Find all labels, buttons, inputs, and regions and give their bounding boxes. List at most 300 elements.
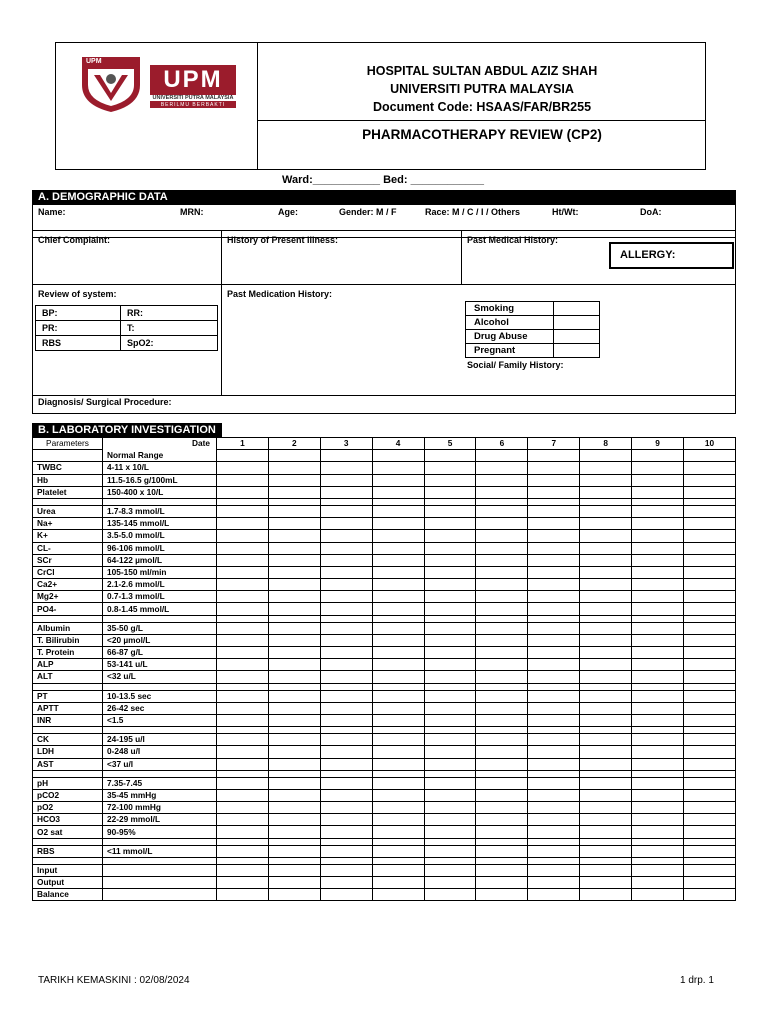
lab-value-cell[interactable]: [528, 889, 580, 901]
lab-value-cell[interactable]: [580, 603, 632, 615]
lab-value-cell[interactable]: [320, 826, 372, 838]
lab-value-cell[interactable]: [580, 566, 632, 578]
lab-value-cell[interactable]: [528, 591, 580, 603]
lab-value-cell[interactable]: [320, 789, 372, 801]
lab-value-cell[interactable]: [424, 889, 476, 901]
lab-value-cell[interactable]: [372, 566, 424, 578]
lab-value-cell[interactable]: [217, 802, 269, 814]
lab-value-cell[interactable]: [217, 789, 269, 801]
lab-value-cell[interactable]: [476, 702, 528, 714]
lab-value-cell[interactable]: [476, 591, 528, 603]
lab-value-cell[interactable]: [580, 518, 632, 530]
lab-value-cell[interactable]: [528, 734, 580, 746]
lab-value-cell[interactable]: [580, 622, 632, 634]
lab-value-cell[interactable]: [580, 845, 632, 857]
lab-value-cell[interactable]: [217, 486, 269, 498]
lab-value-cell[interactable]: [632, 647, 684, 659]
lab-value-cell[interactable]: [268, 734, 320, 746]
lab-value-cell[interactable]: [217, 634, 269, 646]
lab-value-cell[interactable]: [372, 671, 424, 683]
lab-value-cell[interactable]: [580, 702, 632, 714]
lab-value-cell[interactable]: [424, 486, 476, 498]
lab-value-cell[interactable]: [580, 474, 632, 486]
lab-value-cell[interactable]: [372, 486, 424, 498]
lab-value-cell[interactable]: [476, 690, 528, 702]
lab-value-cell[interactable]: [684, 603, 736, 615]
lab-value-cell[interactable]: [580, 889, 632, 901]
lab-value-cell[interactable]: [320, 505, 372, 517]
lab-value-cell[interactable]: [580, 864, 632, 876]
lab-value-cell[interactable]: [580, 591, 632, 603]
lab-value-cell[interactable]: [528, 702, 580, 714]
lab-value-cell[interactable]: [320, 579, 372, 591]
lab-value-cell[interactable]: [632, 530, 684, 542]
lab-value-cell[interactable]: [320, 889, 372, 901]
lab-value-cell[interactable]: [268, 702, 320, 714]
lab-value-cell[interactable]: [424, 789, 476, 801]
lab-value-cell[interactable]: [632, 671, 684, 683]
lab-value-cell[interactable]: [217, 591, 269, 603]
lab-value-cell[interactable]: [580, 877, 632, 889]
lab-value-cell[interactable]: [684, 864, 736, 876]
lab-value-cell[interactable]: [580, 734, 632, 746]
lab-value-cell[interactable]: [580, 505, 632, 517]
lab-value-cell[interactable]: [217, 622, 269, 634]
lab-value-cell[interactable]: [580, 789, 632, 801]
lab-value-cell[interactable]: [424, 518, 476, 530]
vital-rbs[interactable]: RBS: [36, 336, 121, 351]
lab-value-cell[interactable]: [372, 746, 424, 758]
lab-value-cell[interactable]: [217, 579, 269, 591]
lab-value-cell[interactable]: [684, 802, 736, 814]
lab-value-cell[interactable]: [580, 486, 632, 498]
social-value[interactable]: [554, 316, 600, 330]
lab-value-cell[interactable]: [632, 814, 684, 826]
lab-value-cell[interactable]: [372, 714, 424, 726]
lab-value-cell[interactable]: [632, 622, 684, 634]
lab-value-cell[interactable]: [476, 505, 528, 517]
lab-value-cell[interactable]: [632, 789, 684, 801]
lab-value-cell[interactable]: [268, 845, 320, 857]
lab-value-cell[interactable]: [476, 622, 528, 634]
lab-value-cell[interactable]: [424, 622, 476, 634]
lab-value-cell[interactable]: [217, 826, 269, 838]
lab-value-cell[interactable]: [372, 702, 424, 714]
lab-value-cell[interactable]: [528, 777, 580, 789]
lab-value-cell[interactable]: [528, 758, 580, 770]
lab-value-cell[interactable]: [268, 450, 320, 462]
lab-value-cell[interactable]: [217, 758, 269, 770]
lab-value-cell[interactable]: [580, 634, 632, 646]
lab-value-cell[interactable]: [528, 530, 580, 542]
lab-value-cell[interactable]: [580, 530, 632, 542]
age-field[interactable]: Age:: [278, 207, 298, 217]
lab-value-cell[interactable]: [217, 845, 269, 857]
lab-value-cell[interactable]: [632, 734, 684, 746]
mrn-field[interactable]: MRN:: [180, 207, 204, 217]
lab-value-cell[interactable]: [372, 554, 424, 566]
lab-value-cell[interactable]: [268, 877, 320, 889]
lab-value-cell[interactable]: [528, 659, 580, 671]
lab-value-cell[interactable]: [528, 486, 580, 498]
lab-value-cell[interactable]: [217, 542, 269, 554]
lab-value-cell[interactable]: [424, 746, 476, 758]
gender-field[interactable]: Gender: M / F: [339, 207, 397, 217]
lab-value-cell[interactable]: [372, 845, 424, 857]
lab-value-cell[interactable]: [684, 505, 736, 517]
diagnosis-field[interactable]: Diagnosis/ Surgical Procedure:: [38, 397, 172, 407]
lab-value-cell[interactable]: [684, 889, 736, 901]
lab-value-cell[interactable]: [268, 591, 320, 603]
lab-value-cell[interactable]: [268, 462, 320, 474]
lab-value-cell[interactable]: [476, 450, 528, 462]
chief-complaint-field[interactable]: Chief Complaint:: [38, 235, 110, 245]
past-medication-history-field[interactable]: Past Medication History:: [227, 289, 333, 299]
lab-value-cell[interactable]: [268, 889, 320, 901]
lab-value-cell[interactable]: [372, 802, 424, 814]
lab-value-cell[interactable]: [476, 542, 528, 554]
lab-value-cell[interactable]: [684, 826, 736, 838]
vital-bp[interactable]: BP:: [36, 306, 121, 321]
lab-value-cell[interactable]: [268, 758, 320, 770]
lab-value-cell[interactable]: [528, 579, 580, 591]
lab-value-cell[interactable]: [476, 746, 528, 758]
name-field[interactable]: Name:: [38, 207, 66, 217]
lab-value-cell[interactable]: [684, 758, 736, 770]
lab-value-cell[interactable]: [580, 659, 632, 671]
lab-value-cell[interactable]: [320, 802, 372, 814]
lab-value-cell[interactable]: [217, 671, 269, 683]
lab-value-cell[interactable]: [320, 542, 372, 554]
lab-value-cell[interactable]: [268, 579, 320, 591]
lab-value-cell[interactable]: [476, 826, 528, 838]
lab-value-cell[interactable]: [632, 566, 684, 578]
lab-value-cell[interactable]: [632, 542, 684, 554]
lab-value-cell[interactable]: [217, 714, 269, 726]
lab-value-cell[interactable]: [580, 450, 632, 462]
lab-value-cell[interactable]: [268, 659, 320, 671]
lab-value-cell[interactable]: [632, 802, 684, 814]
lab-value-cell[interactable]: [632, 845, 684, 857]
lab-value-cell[interactable]: [580, 671, 632, 683]
lab-value-cell[interactable]: [684, 530, 736, 542]
lab-value-cell[interactable]: [268, 802, 320, 814]
lab-value-cell[interactable]: [580, 579, 632, 591]
lab-value-cell[interactable]: [372, 789, 424, 801]
lab-value-cell[interactable]: [424, 603, 476, 615]
lab-value-cell[interactable]: [632, 690, 684, 702]
lab-value-cell[interactable]: [684, 554, 736, 566]
lab-value-cell[interactable]: [217, 518, 269, 530]
lab-value-cell[interactable]: [424, 634, 476, 646]
lab-value-cell[interactable]: [268, 746, 320, 758]
social-value[interactable]: [554, 330, 600, 344]
lab-value-cell[interactable]: [684, 789, 736, 801]
ward-bed-field[interactable]: Ward:___________ Bed: ____________: [282, 174, 485, 186]
lab-value-cell[interactable]: [632, 864, 684, 876]
lab-value-cell[interactable]: [580, 746, 632, 758]
lab-value-cell[interactable]: [528, 647, 580, 659]
lab-value-cell[interactable]: [372, 647, 424, 659]
lab-value-cell[interactable]: [580, 802, 632, 814]
lab-value-cell[interactable]: [320, 734, 372, 746]
lab-value-cell[interactable]: [684, 877, 736, 889]
lab-value-cell[interactable]: [424, 474, 476, 486]
lab-value-cell[interactable]: [217, 474, 269, 486]
lab-value-cell[interactable]: [476, 714, 528, 726]
lab-value-cell[interactable]: [684, 734, 736, 746]
lab-value-cell[interactable]: [528, 566, 580, 578]
lab-value-cell[interactable]: [320, 746, 372, 758]
lab-value-cell[interactable]: [320, 554, 372, 566]
lab-value-cell[interactable]: [424, 734, 476, 746]
lab-value-cell[interactable]: [476, 530, 528, 542]
lab-value-cell[interactable]: [528, 542, 580, 554]
lab-value-cell[interactable]: [632, 889, 684, 901]
lab-value-cell[interactable]: [320, 634, 372, 646]
lab-value-cell[interactable]: [632, 591, 684, 603]
lab-value-cell[interactable]: [580, 554, 632, 566]
lab-value-cell[interactable]: [268, 789, 320, 801]
lab-value-cell[interactable]: [372, 659, 424, 671]
lab-value-cell[interactable]: [528, 814, 580, 826]
lab-value-cell[interactable]: [632, 554, 684, 566]
lab-value-cell[interactable]: [320, 566, 372, 578]
lab-value-cell[interactable]: [372, 474, 424, 486]
lab-value-cell[interactable]: [476, 603, 528, 615]
lab-value-cell[interactable]: [476, 802, 528, 814]
lab-value-cell[interactable]: [684, 591, 736, 603]
lab-value-cell[interactable]: [372, 734, 424, 746]
lab-value-cell[interactable]: [424, 554, 476, 566]
lab-value-cell[interactable]: [476, 734, 528, 746]
lab-value-cell[interactable]: [372, 622, 424, 634]
lab-value-cell[interactable]: [424, 714, 476, 726]
lab-value-cell[interactable]: [684, 579, 736, 591]
lab-value-cell[interactable]: [632, 746, 684, 758]
lab-value-cell[interactable]: [320, 690, 372, 702]
lab-value-cell[interactable]: [217, 777, 269, 789]
doa-field[interactable]: DoA:: [640, 207, 662, 217]
race-field[interactable]: Race: M / C / I / Others: [425, 207, 521, 217]
lab-value-cell[interactable]: [268, 671, 320, 683]
lab-value-cell[interactable]: [528, 864, 580, 876]
lab-value-cell[interactable]: [217, 889, 269, 901]
lab-value-cell[interactable]: [580, 542, 632, 554]
lab-value-cell[interactable]: [320, 714, 372, 726]
lab-value-cell[interactable]: [424, 826, 476, 838]
lab-value-cell[interactable]: [684, 690, 736, 702]
social-value[interactable]: [554, 302, 600, 316]
lab-value-cell[interactable]: [684, 777, 736, 789]
lab-value-cell[interactable]: [424, 542, 476, 554]
lab-value-cell[interactable]: [528, 634, 580, 646]
lab-value-cell[interactable]: [320, 530, 372, 542]
lab-value-cell[interactable]: [320, 702, 372, 714]
lab-value-cell[interactable]: [528, 462, 580, 474]
lab-value-cell[interactable]: [632, 659, 684, 671]
lab-value-cell[interactable]: [268, 566, 320, 578]
lab-value-cell[interactable]: [684, 702, 736, 714]
lab-value-cell[interactable]: [217, 702, 269, 714]
lab-value-cell[interactable]: [476, 845, 528, 857]
lab-value-cell[interactable]: [632, 634, 684, 646]
lab-value-cell[interactable]: [268, 474, 320, 486]
lab-value-cell[interactable]: [528, 671, 580, 683]
lab-value-cell[interactable]: [476, 814, 528, 826]
lab-value-cell[interactable]: [372, 758, 424, 770]
lab-value-cell[interactable]: [320, 758, 372, 770]
lab-value-cell[interactable]: [684, 714, 736, 726]
lab-value-cell[interactable]: [217, 566, 269, 578]
lab-value-cell[interactable]: [528, 474, 580, 486]
lab-value-cell[interactable]: [372, 462, 424, 474]
lab-value-cell[interactable]: [528, 518, 580, 530]
lab-value-cell[interactable]: [372, 530, 424, 542]
lab-value-cell[interactable]: [268, 826, 320, 838]
lab-value-cell[interactable]: [372, 603, 424, 615]
lab-value-cell[interactable]: [320, 591, 372, 603]
lab-value-cell[interactable]: [424, 462, 476, 474]
lab-value-cell[interactable]: [268, 554, 320, 566]
lab-value-cell[interactable]: [217, 814, 269, 826]
lab-value-cell[interactable]: [424, 864, 476, 876]
lab-value-cell[interactable]: [320, 486, 372, 498]
lab-value-cell[interactable]: [372, 814, 424, 826]
lab-value-cell[interactable]: [320, 622, 372, 634]
lab-value-cell[interactable]: [528, 826, 580, 838]
vital-t[interactable]: T:: [121, 321, 218, 336]
lab-value-cell[interactable]: [476, 474, 528, 486]
social-family-history-field[interactable]: Social/ Family History:: [467, 360, 564, 370]
lab-value-cell[interactable]: [372, 634, 424, 646]
lab-value-cell[interactable]: [580, 758, 632, 770]
lab-value-cell[interactable]: [320, 647, 372, 659]
lab-value-cell[interactable]: [684, 634, 736, 646]
lab-value-cell[interactable]: [320, 864, 372, 876]
lab-value-cell[interactable]: [268, 864, 320, 876]
lab-value-cell[interactable]: [580, 777, 632, 789]
lab-value-cell[interactable]: [372, 889, 424, 901]
lab-value-cell[interactable]: [476, 758, 528, 770]
lab-value-cell[interactable]: [684, 566, 736, 578]
lab-value-cell[interactable]: [632, 486, 684, 498]
lab-value-cell[interactable]: [476, 889, 528, 901]
lab-value-cell[interactable]: [684, 746, 736, 758]
lab-value-cell[interactable]: [424, 702, 476, 714]
lab-value-cell[interactable]: [632, 462, 684, 474]
lab-value-cell[interactable]: [476, 864, 528, 876]
lab-value-cell[interactable]: [424, 579, 476, 591]
lab-value-cell[interactable]: [528, 505, 580, 517]
lab-value-cell[interactable]: [217, 530, 269, 542]
lab-value-cell[interactable]: [632, 714, 684, 726]
lab-value-cell[interactable]: [424, 777, 476, 789]
lab-value-cell[interactable]: [217, 659, 269, 671]
lab-value-cell[interactable]: [268, 714, 320, 726]
vital-spo2[interactable]: SpO2:: [121, 336, 218, 351]
lab-value-cell[interactable]: [372, 826, 424, 838]
lab-value-cell[interactable]: [528, 714, 580, 726]
lab-value-cell[interactable]: [372, 518, 424, 530]
lab-value-cell[interactable]: [268, 542, 320, 554]
lab-value-cell[interactable]: [372, 450, 424, 462]
lab-value-cell[interactable]: [476, 777, 528, 789]
lab-value-cell[interactable]: [268, 647, 320, 659]
lab-value-cell[interactable]: [476, 659, 528, 671]
lab-value-cell[interactable]: [632, 877, 684, 889]
lab-value-cell[interactable]: [268, 603, 320, 615]
lab-value-cell[interactable]: [217, 450, 269, 462]
lab-value-cell[interactable]: [424, 671, 476, 683]
lab-value-cell[interactable]: [632, 826, 684, 838]
lab-value-cell[interactable]: [476, 554, 528, 566]
lab-value-cell[interactable]: [580, 690, 632, 702]
lab-value-cell[interactable]: [424, 647, 476, 659]
lab-value-cell[interactable]: [632, 450, 684, 462]
lab-value-cell[interactable]: [580, 462, 632, 474]
lab-value-cell[interactable]: [476, 877, 528, 889]
lab-value-cell[interactable]: [217, 647, 269, 659]
lab-value-cell[interactable]: [684, 622, 736, 634]
lab-value-cell[interactable]: [217, 746, 269, 758]
lab-value-cell[interactable]: [528, 603, 580, 615]
lab-value-cell[interactable]: [424, 802, 476, 814]
lab-value-cell[interactable]: [372, 505, 424, 517]
lab-value-cell[interactable]: [476, 462, 528, 474]
lab-value-cell[interactable]: [268, 777, 320, 789]
lab-value-cell[interactable]: [268, 530, 320, 542]
lab-value-cell[interactable]: [217, 734, 269, 746]
lab-value-cell[interactable]: [217, 690, 269, 702]
lab-value-cell[interactable]: [217, 505, 269, 517]
lab-value-cell[interactable]: [632, 474, 684, 486]
lab-value-cell[interactable]: [320, 814, 372, 826]
lab-value-cell[interactable]: [684, 671, 736, 683]
lab-value-cell[interactable]: [632, 777, 684, 789]
lab-value-cell[interactable]: [424, 877, 476, 889]
lab-value-cell[interactable]: [528, 789, 580, 801]
lab-value-cell[interactable]: [632, 505, 684, 517]
past-medical-history-field[interactable]: Past Medical History:: [467, 235, 559, 245]
lab-value-cell[interactable]: [684, 518, 736, 530]
lab-value-cell[interactable]: [320, 877, 372, 889]
lab-value-cell[interactable]: [684, 647, 736, 659]
lab-value-cell[interactable]: [528, 877, 580, 889]
lab-value-cell[interactable]: [476, 579, 528, 591]
lab-value-cell[interactable]: [424, 758, 476, 770]
lab-value-cell[interactable]: [632, 603, 684, 615]
lab-value-cell[interactable]: [217, 462, 269, 474]
lab-value-cell[interactable]: [372, 591, 424, 603]
lab-value-cell[interactable]: [476, 566, 528, 578]
lab-value-cell[interactable]: [320, 777, 372, 789]
lab-value-cell[interactable]: [684, 542, 736, 554]
vital-pr[interactable]: PR:: [36, 321, 121, 336]
lab-value-cell[interactable]: [424, 814, 476, 826]
lab-value-cell[interactable]: [528, 845, 580, 857]
lab-value-cell[interactable]: [424, 530, 476, 542]
lab-value-cell[interactable]: [320, 845, 372, 857]
lab-value-cell[interactable]: [476, 634, 528, 646]
lab-value-cell[interactable]: [684, 845, 736, 857]
lab-value-cell[interactable]: [424, 659, 476, 671]
lab-value-cell[interactable]: [684, 659, 736, 671]
htwt-field[interactable]: Ht/Wt:: [552, 207, 579, 217]
lab-value-cell[interactable]: [424, 450, 476, 462]
lab-value-cell[interactable]: [476, 486, 528, 498]
lab-value-cell[interactable]: [320, 462, 372, 474]
